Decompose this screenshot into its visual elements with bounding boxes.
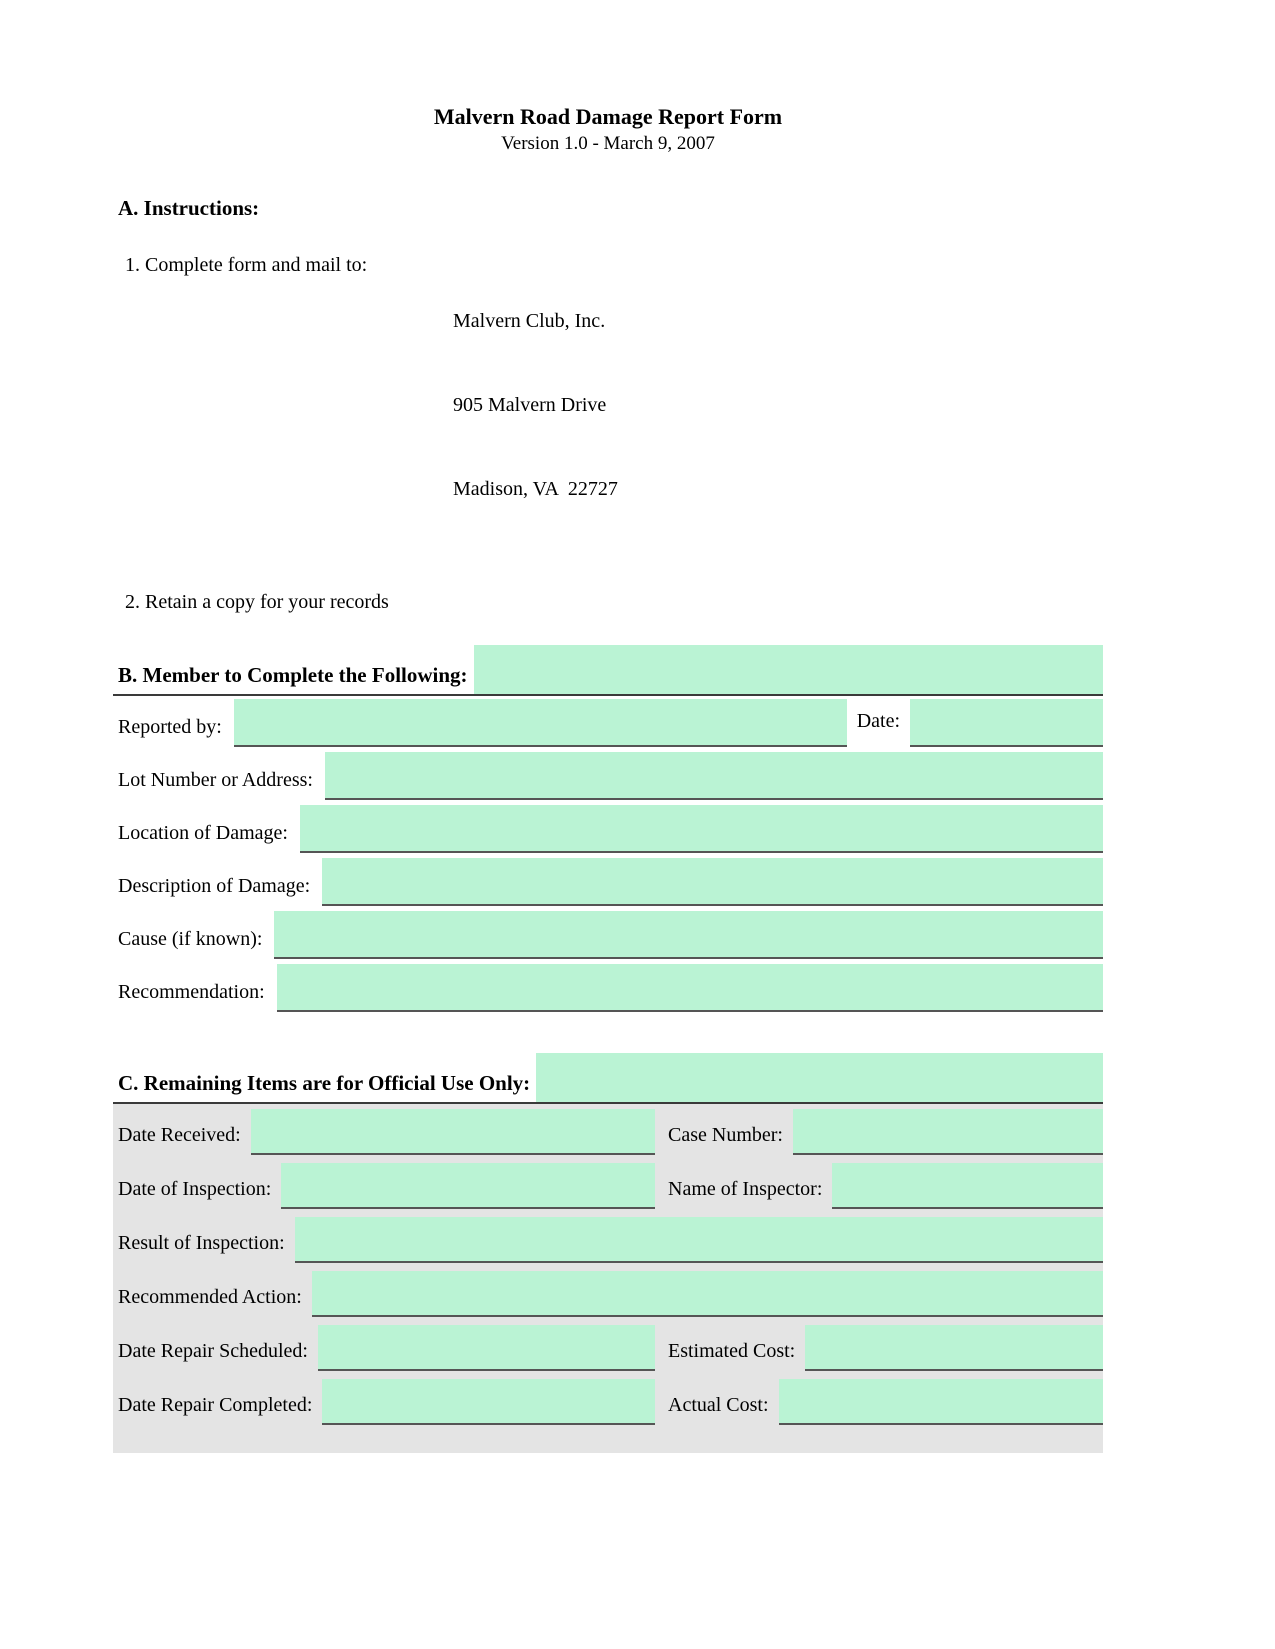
location-of-damage-field[interactable] bbox=[300, 805, 1103, 853]
date-repair-scheduled-row bbox=[113, 1325, 1103, 1371]
section-b-header-field[interactable] bbox=[474, 645, 1103, 694]
name-of-inspector-field[interactable] bbox=[832, 1163, 1103, 1209]
recommended-action-row bbox=[113, 1271, 1103, 1317]
result-of-inspection-label: Result of Inspection: bbox=[118, 1232, 285, 1254]
reported-by-label: Reported by: bbox=[118, 716, 222, 738]
actual-cost-field[interactable] bbox=[779, 1379, 1103, 1425]
estimated-cost-label: Estimated Cost: bbox=[668, 1340, 796, 1362]
date-label: Date: bbox=[856, 710, 900, 732]
mailing-address bbox=[453, 251, 618, 559]
location-of-damage-row bbox=[113, 805, 1103, 853]
estimated-cost-field[interactable] bbox=[805, 1325, 1103, 1371]
description-of-damage-label: Description of Damage: bbox=[118, 875, 311, 897]
date-of-inspection-field[interactable] bbox=[281, 1163, 655, 1209]
official-use-box bbox=[113, 1104, 1103, 1453]
case-number-field[interactable] bbox=[793, 1109, 1103, 1155]
section-c-heading: C. Remaining Items are for Official Use Only: bbox=[118, 1071, 531, 1095]
lot-number-field[interactable] bbox=[325, 752, 1103, 800]
document-title: Malvern Road Damage Report Form bbox=[433, 104, 783, 129]
date-repair-completed-label: Date Repair Completed: bbox=[118, 1394, 313, 1416]
date-repair-completed-row bbox=[113, 1379, 1103, 1425]
case-number-label: Case Number: bbox=[668, 1124, 783, 1146]
instruction-step-1 bbox=[113, 251, 1103, 559]
section-c-header-field[interactable] bbox=[536, 1053, 1103, 1102]
document-header bbox=[113, 0, 1103, 156]
recommendation-field[interactable] bbox=[277, 964, 1103, 1012]
recommendation-row bbox=[113, 964, 1103, 1012]
lot-number-label: Lot Number or Address: bbox=[118, 769, 313, 791]
date-of-inspection-label: Date of Inspection: bbox=[118, 1178, 272, 1200]
recommendation-label: Recommendation: bbox=[118, 981, 265, 1003]
section-b-heading: B. Member to Complete the Following: bbox=[118, 663, 468, 687]
form-page bbox=[113, 0, 1103, 1453]
step1-label: 1. Complete form and mail to: bbox=[125, 254, 368, 276]
section-b-header bbox=[113, 645, 1103, 696]
result-of-inspection-field[interactable] bbox=[295, 1217, 1103, 1263]
date-field[interactable] bbox=[910, 699, 1103, 747]
date-received-row bbox=[113, 1109, 1103, 1155]
date-received-label: Date Received: bbox=[118, 1124, 241, 1146]
cause-row bbox=[113, 911, 1103, 959]
reported-by-row bbox=[113, 699, 1103, 747]
address-line-1: Malvern Club, Inc. bbox=[453, 310, 606, 332]
date-repair-scheduled-label: Date Repair Scheduled: bbox=[118, 1340, 308, 1362]
name-of-inspector-label: Name of Inspector: bbox=[668, 1178, 823, 1200]
recommended-action-field[interactable] bbox=[312, 1271, 1103, 1317]
location-of-damage-label: Location of Damage: bbox=[118, 822, 288, 844]
date-repair-completed-field[interactable] bbox=[322, 1379, 655, 1425]
description-of-damage-row bbox=[113, 858, 1103, 906]
date-of-inspection-row bbox=[113, 1163, 1103, 1209]
result-of-inspection-row bbox=[113, 1217, 1103, 1263]
document-version: Version 1.0 - March 9, 2007 bbox=[501, 133, 715, 154]
cause-field[interactable] bbox=[274, 911, 1103, 959]
date-received-field[interactable] bbox=[251, 1109, 655, 1155]
recommended-action-label: Recommended Action: bbox=[118, 1286, 302, 1308]
section-c-header bbox=[113, 1053, 1103, 1104]
actual-cost-label: Actual Cost: bbox=[668, 1394, 769, 1416]
section-a-heading: A. Instructions: bbox=[118, 196, 260, 220]
date-repair-scheduled-field[interactable] bbox=[318, 1325, 655, 1371]
description-of-damage-field[interactable] bbox=[322, 858, 1103, 906]
cause-label: Cause (if known): bbox=[118, 928, 263, 950]
lot-number-row bbox=[113, 752, 1103, 800]
instruction-step-2: 2. Retain a copy for your records bbox=[125, 591, 389, 613]
address-line-2: 905 Malvern Drive bbox=[453, 394, 607, 416]
address-line-3: Madison, VA 22727 bbox=[453, 478, 618, 500]
reported-by-field[interactable] bbox=[234, 699, 847, 747]
